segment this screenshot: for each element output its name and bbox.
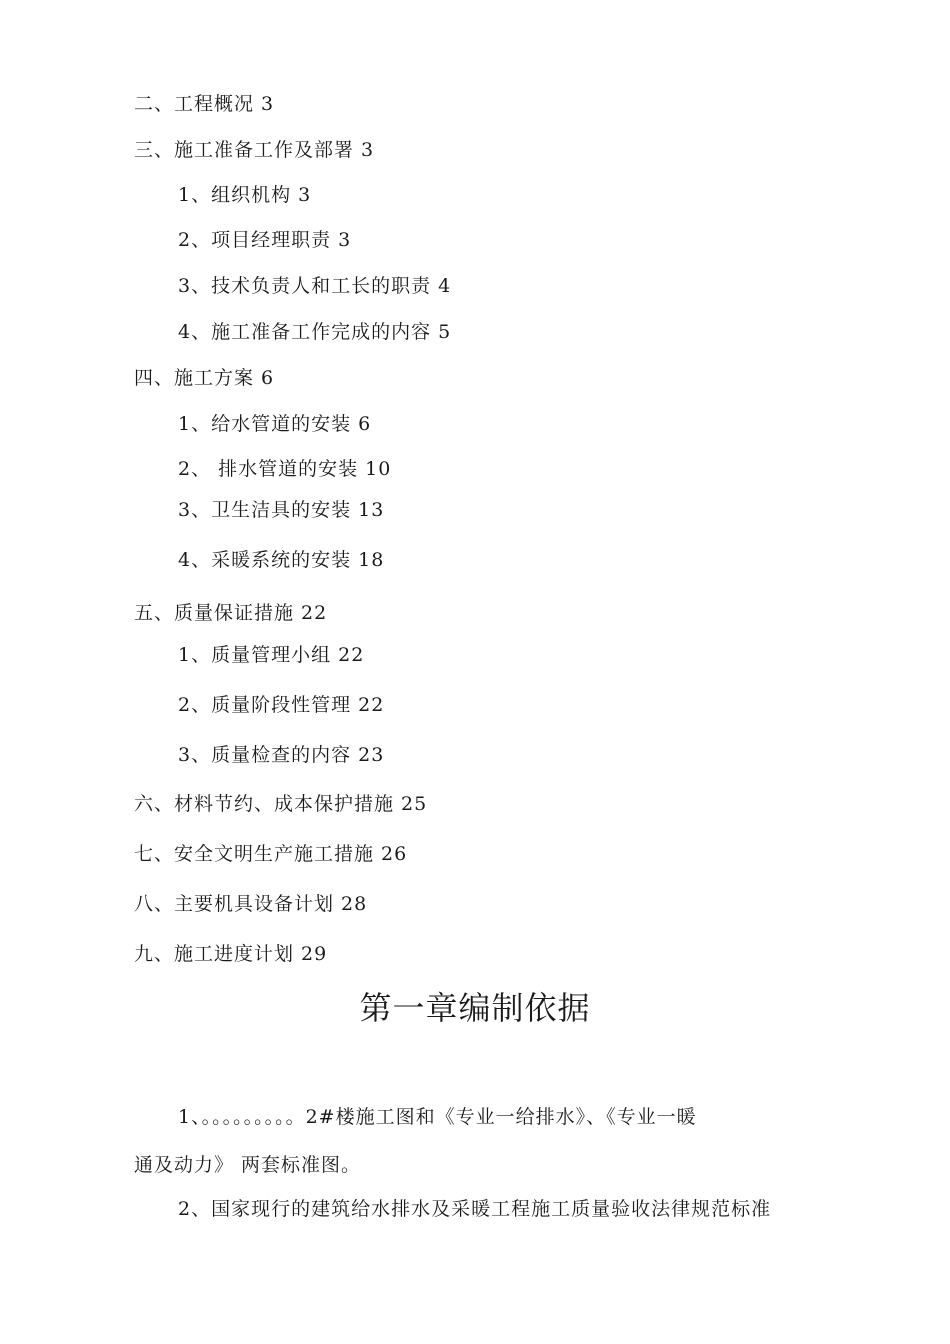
toc-item: 八、主要机具设备计划 28: [134, 893, 368, 915]
paragraph-line: 1、。。。。。。。。。2#楼施工图和《专业一给排水》、《专业一暖: [178, 1106, 697, 1128]
chapter-title: 第一章编制依据: [359, 989, 591, 1027]
toc-subitem: 1、给水管道的安装 6: [178, 413, 372, 435]
toc-subitem: 4、施工准备工作完成的内容 5: [178, 321, 452, 343]
toc-item: 二、工程概况 3: [134, 93, 275, 115]
toc-subitem: 2、质量阶段性管理 22: [178, 694, 385, 716]
toc-subitem: 3、质量检查的内容 23: [178, 744, 385, 766]
toc-subitem: 2、 排水管道的安装 10: [178, 458, 392, 480]
toc-subitem: 4、采暖系统的安装 18: [178, 549, 385, 571]
toc-item: 四、施工方案 6: [134, 367, 275, 389]
toc-item: 五、质量保证措施 22: [134, 602, 328, 624]
toc-item: 六、材料节约、成本保护措施 25: [134, 793, 428, 815]
toc-subitem: 3、技术负责人和工长的职责 4: [178, 275, 452, 297]
toc-item: 九、施工进度计划 29: [134, 943, 328, 965]
toc-subitem: 1、质量管理小组 22: [178, 644, 365, 666]
toc-item: 七、安全文明生产施工措施 26: [134, 843, 408, 865]
paragraph-line: 通及动力》 两套标准图。: [134, 1154, 362, 1176]
toc-subitem: 2、项目经理职责 3: [178, 229, 352, 251]
toc-item: 三、施工准备工作及部署 3: [134, 139, 375, 161]
toc-subitem: 1、组织机构 3: [178, 184, 312, 206]
toc-subitem: 3、卫生洁具的安装 13: [178, 499, 385, 521]
paragraph-line: 2、国家现行的建筑给水排水及采暖工程施工质量验收法律规范标准: [178, 1198, 772, 1220]
